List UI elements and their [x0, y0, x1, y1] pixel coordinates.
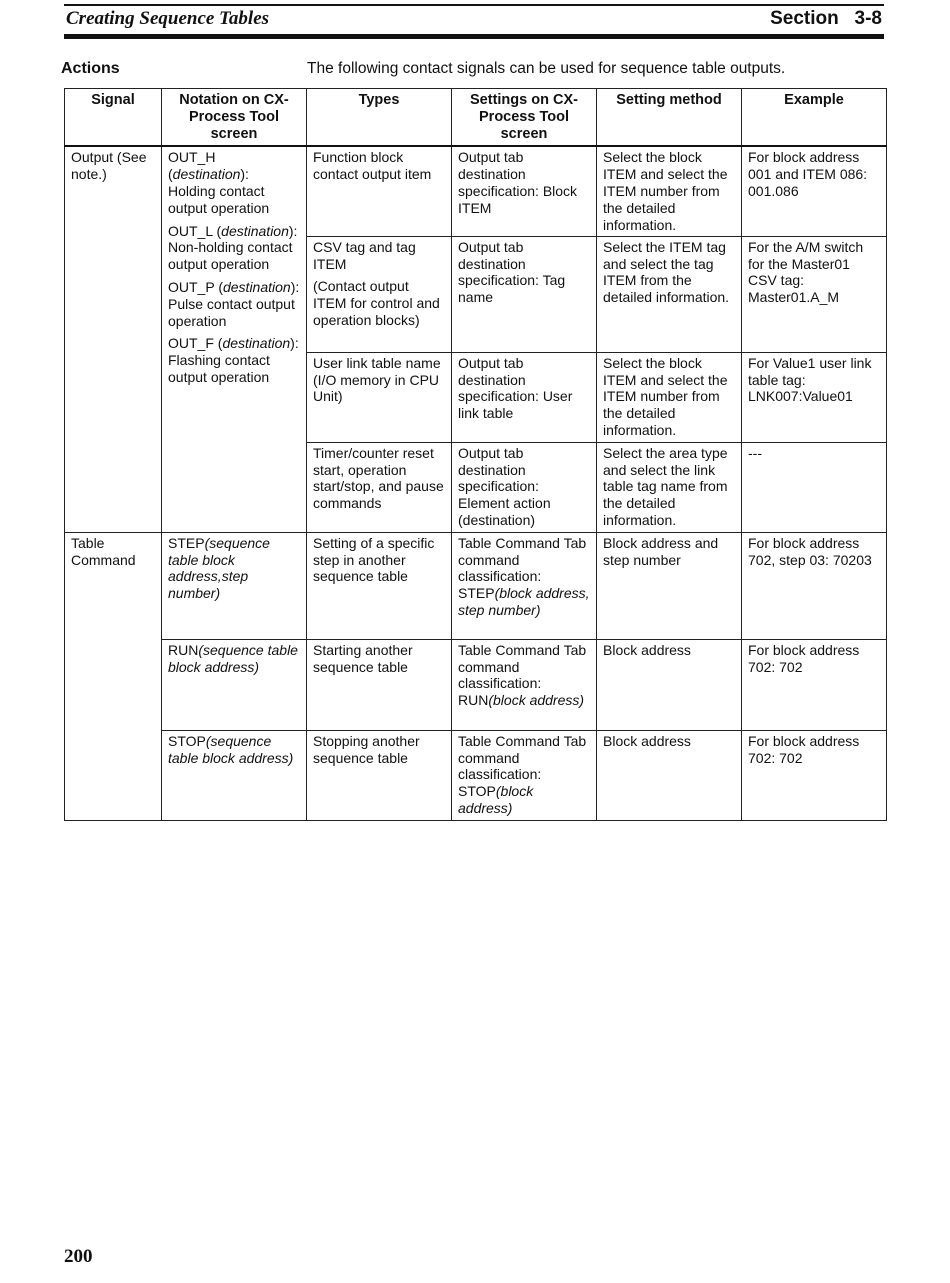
- notation-output: [162, 146, 307, 532]
- method-cell: Block address: [597, 639, 742, 730]
- settings-cell: Output tab destination specification: Tag name: [452, 236, 597, 352]
- notation-out-f: OUT_F (destination): Flashing contact output operation: [168, 335, 299, 385]
- header-types: Types: [307, 89, 452, 147]
- signal-table-command-label: Table Command: [71, 534, 136, 568]
- example-cell: For block address 702, step 03: 70203: [742, 532, 887, 639]
- table-row: [65, 730, 887, 820]
- example-cell: For Value1 user link table tag: LNK007:Value01: [742, 352, 887, 442]
- header-bottom-rule: [64, 34, 884, 39]
- types-cell: Timer/counter reset start, operation start/stop, and pause commands: [307, 442, 452, 532]
- example-cell: For block address 702: 702: [742, 730, 887, 820]
- types-cell: CSV tag and tag ITEM (Contact output ITEM for control and operation blocks): [307, 236, 452, 352]
- example-cell: For block address 001 and ITEM 086: 001.086: [742, 146, 887, 236]
- table-header-row: [65, 89, 887, 147]
- header-setting-method: Setting method: [597, 89, 742, 147]
- method-cell: Select the block ITEM and select the ITEM number from the detailed information.: [597, 146, 742, 236]
- types-cell: Starting another sequence table: [307, 639, 452, 730]
- notation-out-p: OUT_P (destination): Pulse contact output operation: [168, 278, 300, 329]
- method-cell: Block address and step number: [597, 532, 742, 639]
- types-cell: User link table name (I/O memory in CPU Unit): [307, 352, 452, 442]
- types-cell: Setting of a specific step in another sequence table: [307, 532, 452, 639]
- notation-cell: RUN(sequence table block address): [162, 639, 307, 730]
- table-row: [65, 146, 887, 236]
- header-signal: Signal: [65, 89, 162, 147]
- signal-output-label: Output (See note.): [71, 149, 147, 183]
- header-example: Example: [742, 89, 887, 147]
- method-cell: Select the block ITEM and select the ITEM number from the detailed information.: [597, 352, 742, 442]
- intro-text: The following contact signals can be used for sequence table outputs.: [307, 60, 786, 77]
- settings-cell: Output tab destination specification: Element action (destination): [452, 442, 597, 532]
- header-notation: Notation on CX-Process Tool screen: [162, 89, 307, 147]
- signal-table-command: [65, 532, 162, 820]
- page-header: [64, 4, 884, 40]
- notation-cell: STEP(sequence table block address,step number): [162, 532, 307, 639]
- example-cell: For the A/M switch for the Master01 CSV tag: Master01.A_M: [742, 236, 887, 352]
- table-row: [65, 639, 887, 730]
- contact-signals-table: [64, 88, 887, 821]
- chapter-title: Creating Sequence Tables: [66, 8, 270, 29]
- header-settings: Settings on CX-Process Tool screen: [452, 89, 597, 147]
- settings-cell: Table Command Tab command classification: STEP(block address, step number): [452, 532, 597, 639]
- settings-cell: Output tab destination specification: User link table: [452, 352, 597, 442]
- settings-cell: Table Command Tab command classification: RUN(block address): [452, 639, 597, 730]
- method-cell: Block address: [597, 730, 742, 820]
- header-top-rule: [64, 4, 884, 6]
- method-cell: Select the area type and select the link table tag name from the detailed information.: [597, 442, 742, 532]
- example-cell: ---: [742, 442, 887, 532]
- settings-cell: Output tab destination specification: Block ITEM: [452, 146, 597, 236]
- actions-heading: Actions: [61, 60, 120, 77]
- notation-out-h: OUT_H (destination): Holding contact output operation: [168, 149, 270, 216]
- types-cell: Function block contact output item: [307, 146, 452, 236]
- example-cell: For block address 702: 702: [742, 639, 887, 730]
- method-cell: Select the ITEM tag and select the tag ITEM from the detailed information.: [597, 236, 742, 352]
- section-number: Section 3-8: [770, 8, 882, 29]
- signal-output: [65, 146, 162, 532]
- notation-cell: STOP(sequence table block address): [162, 730, 307, 820]
- settings-cell: Table Command Tab command classification: STOP(block address): [452, 730, 597, 820]
- page-number: 200: [64, 1246, 93, 1267]
- table-row: [65, 532, 887, 639]
- notation-out-l: OUT_L (destination): Non-holding contact output operation: [168, 222, 298, 273]
- types-cell: Stopping another sequence table: [307, 730, 452, 820]
